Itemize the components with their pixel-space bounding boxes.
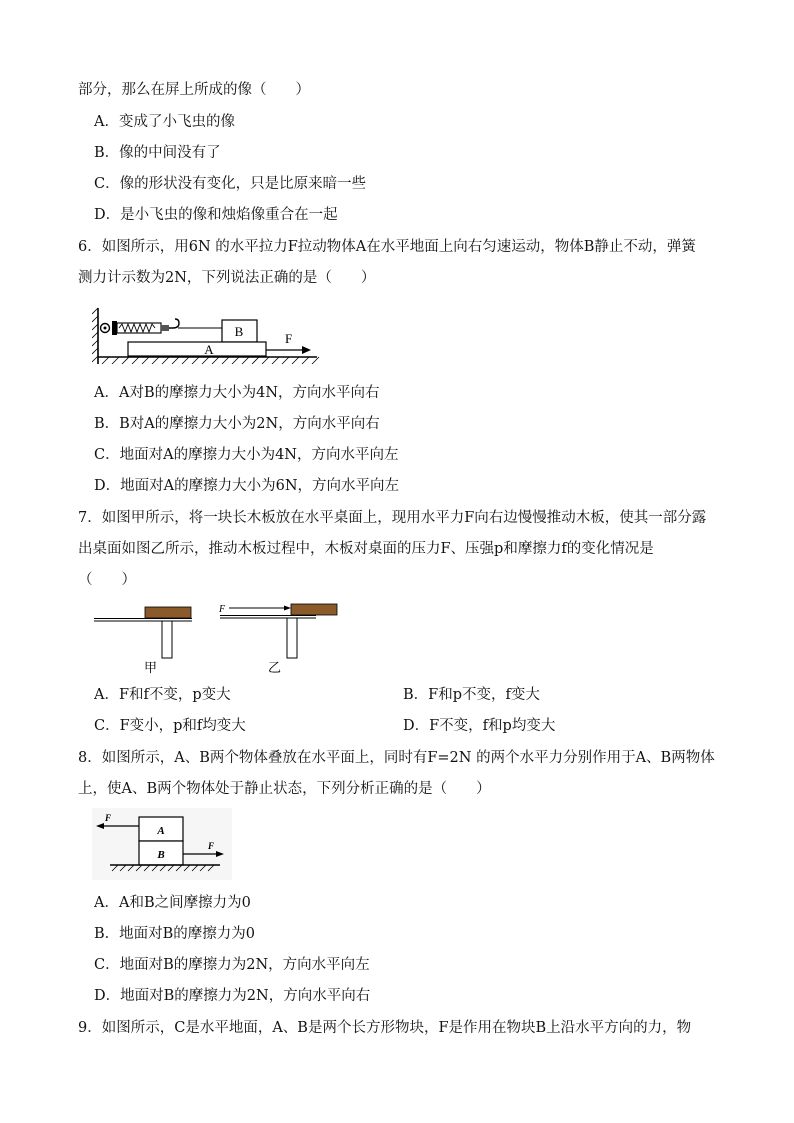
q7-figure-label-f: F <box>219 604 226 615</box>
q8-figure-label-f-right: F <box>208 841 215 851</box>
q6-option-a: A．A对B的摩擦力大小为4N，方向水平向右 <box>94 385 380 401</box>
q7-stem-line3: （ ） <box>78 572 136 588</box>
q7-option-a: A．F和f不变，p变大 <box>94 687 231 703</box>
q6-figure-label-a: A <box>204 342 214 357</box>
q8-figure-label-b: B <box>157 849 165 861</box>
q8-figure-label-a: A <box>157 825 165 837</box>
q8-option-c: C．地面对B的摩擦力为2N，方向水平向左 <box>94 957 370 973</box>
q8-option-d: D．地面对B的摩擦力为2N，方向水平向右 <box>94 988 371 1004</box>
q5-stem-continuation: 部分，那么在屏上所成的像（ ） <box>78 82 310 98</box>
q7-stem-line1: 7．如图甲所示，将一块长木板放在水平桌面上，现用水平力F向右边慢慢推动木板，使其一部分露 <box>78 510 707 526</box>
q7-figure-label-jia: 甲 <box>144 661 158 676</box>
q7-option-d: D．F不变，f和p均变大 <box>403 718 556 734</box>
q7-option-b: B．F和p不变，f变大 <box>403 687 540 703</box>
q8-stem-line1: 8．如图所示，A、B两个物体叠放在水平面上，同时有F=2N 的两个水平力分别作用于A、B两物体 <box>78 750 715 766</box>
q6-figure-label-f: F <box>285 331 293 346</box>
q6-figure-label-b: B <box>234 324 244 339</box>
q6-option-b: B．B对A的摩擦力大小为2N，方向水平向右 <box>94 416 380 432</box>
q5-option-d: D．是小飞虫的像和烛焰像重合在一起 <box>94 207 338 223</box>
q8-stem-line2: 上，使A、B两个物体处于静止状态，下列分析正确的是（ ） <box>78 781 491 797</box>
q7-figure-board-on-table <box>92 600 352 676</box>
q7-stem-line2: 出桌面如图乙所示，推动木板过程中，木板对桌面的压力F、压强p和摩擦力f的变化情况是 <box>78 541 654 557</box>
q9-stem-line1: 9．如图所示，C是水平地面，A、B是两个长方形物块，F是作用在物块B上沿水平方向的力，物 <box>78 1020 692 1036</box>
q8-figure-label-f-left: F <box>105 813 112 823</box>
q7-option-c: C．F变小，p和f均变大 <box>94 718 246 734</box>
q7-figure-label-yi: 乙 <box>268 661 282 676</box>
q6-figure-spring-scale <box>92 300 322 370</box>
q8-figure-stacked-blocks <box>92 808 232 880</box>
q6-stem-line1: 6．如图所示，用6N 的水平拉力F拉动物体A在水平地面上向右匀速运动，物体B静止不动，弹簧 <box>78 239 696 255</box>
q6-option-c: C．地面对A的摩擦力大小为4N，方向水平向左 <box>94 447 399 463</box>
q5-option-a: A．变成了小飞虫的像 <box>94 114 235 130</box>
q5-option-b: B．像的中间没有了 <box>94 145 221 161</box>
q6-stem-line2: 测力计示数为2N，下列说法正确的是（ ） <box>78 270 376 286</box>
q8-option-a: A．A和B之间摩擦力为0 <box>94 895 251 911</box>
q8-option-b: B．地面对B的摩擦力为0 <box>94 926 256 942</box>
q6-option-d: D．地面对A的摩擦力大小为6N，方向水平向左 <box>94 478 400 494</box>
q5-option-c: C．像的形状没有变化，只是比原来暗一些 <box>94 176 367 192</box>
